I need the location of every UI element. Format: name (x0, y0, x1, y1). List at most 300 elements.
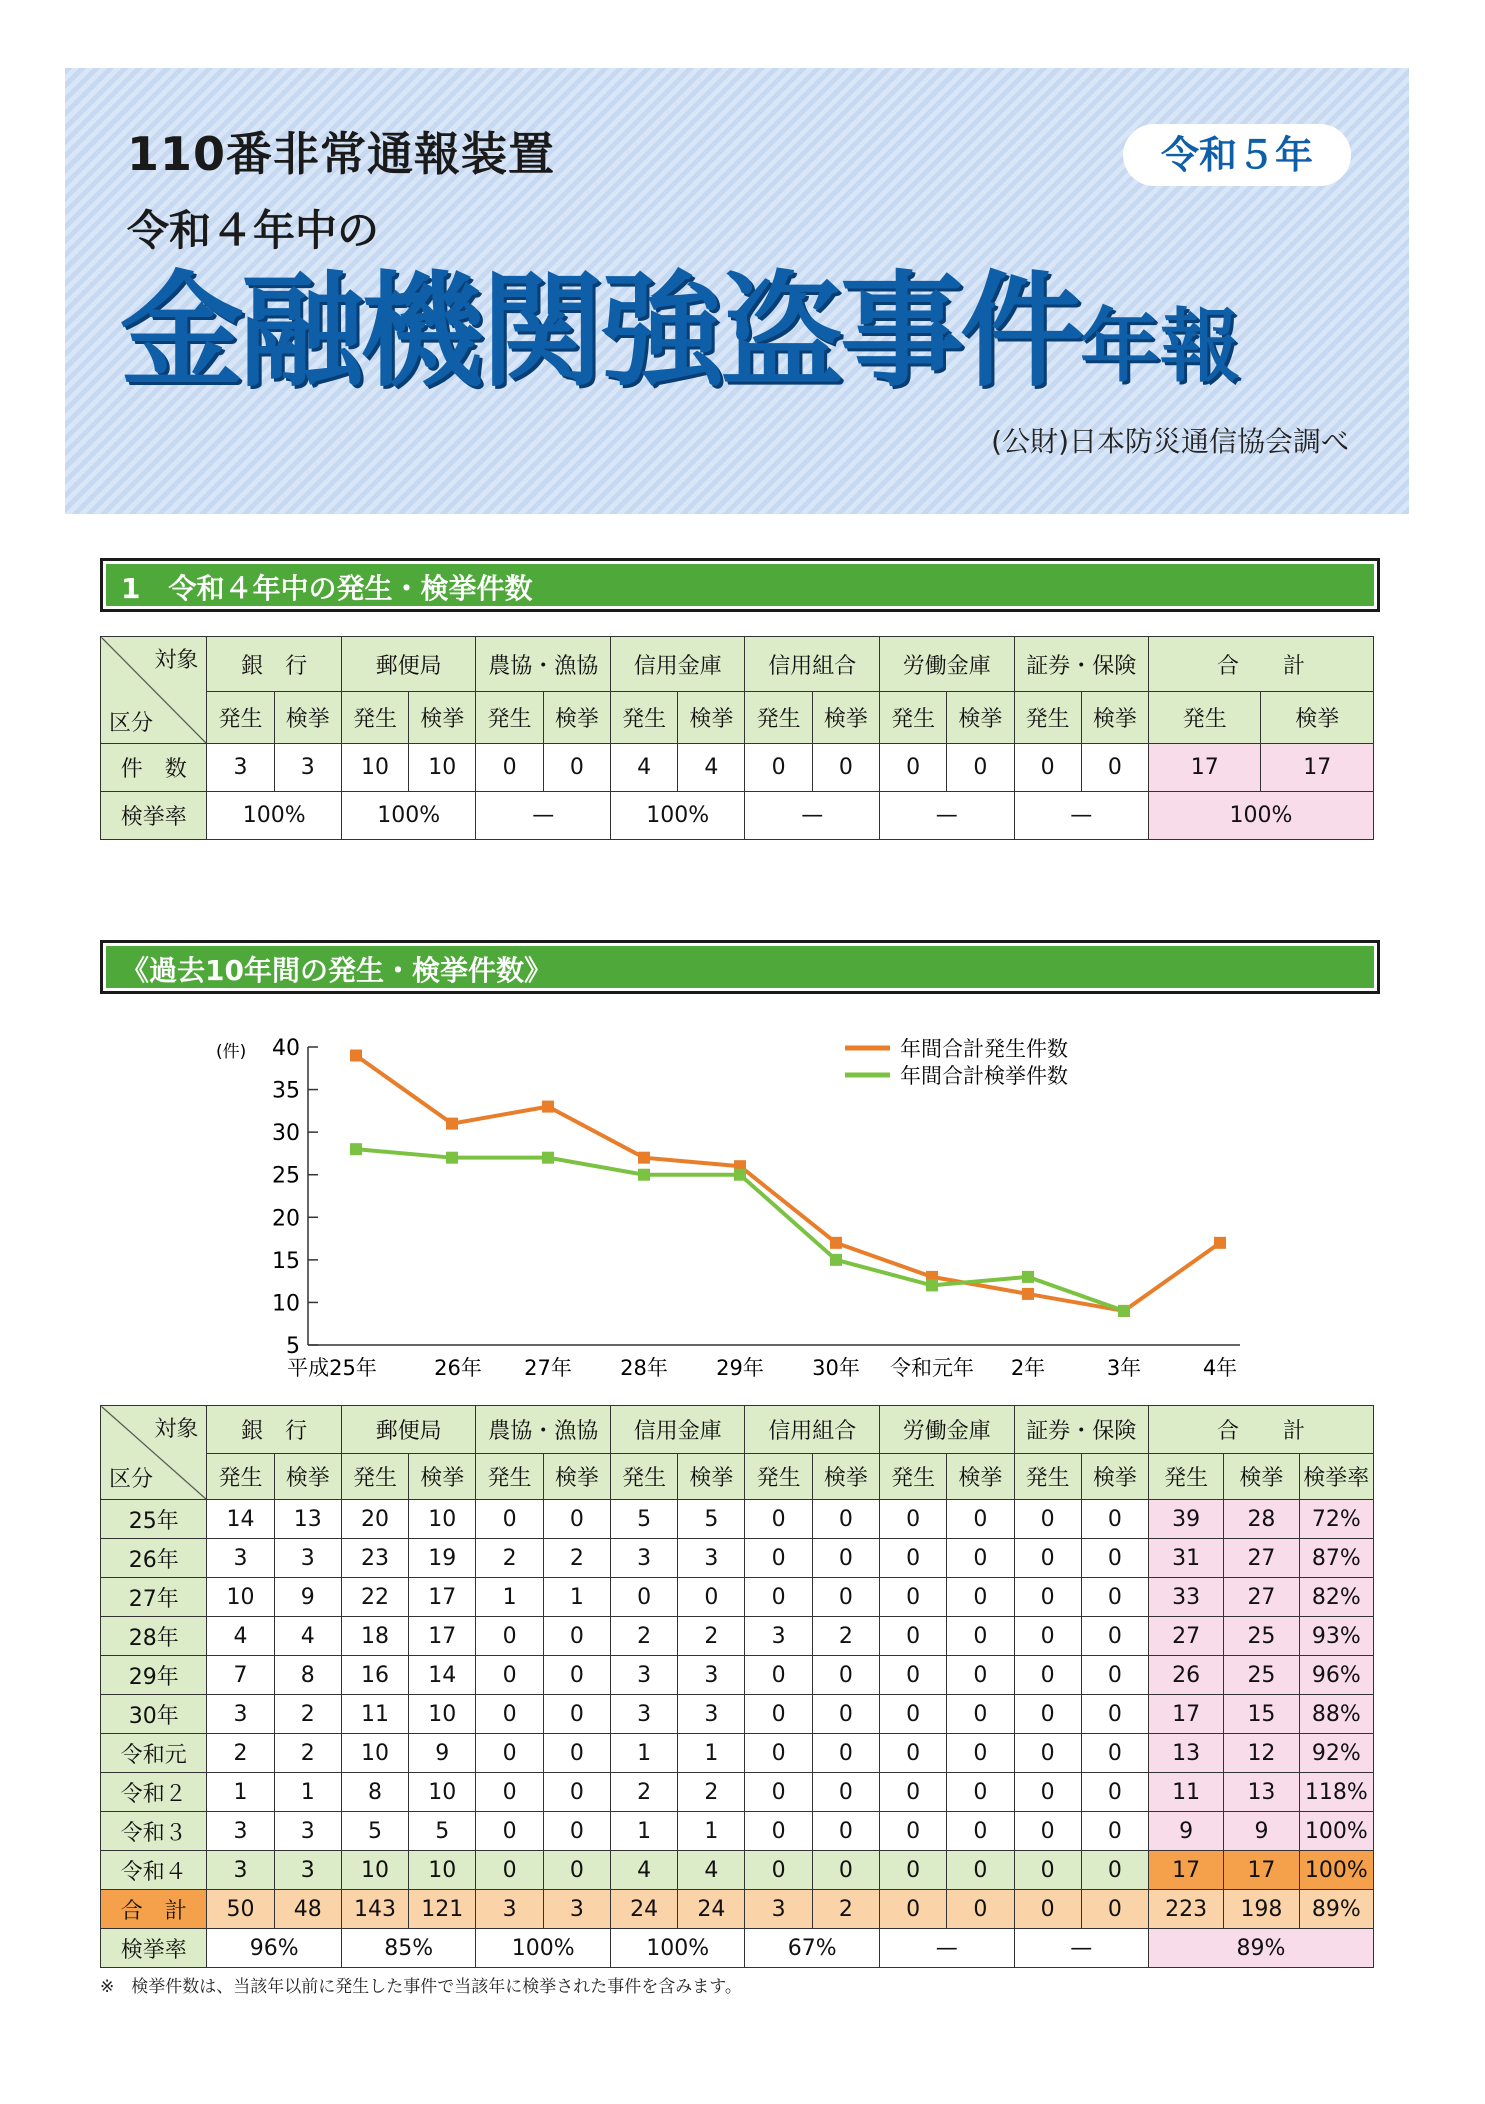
main-title-text: 金融機関強盗事件 (120, 260, 1081, 404)
group-header: 郵便局 (341, 1406, 476, 1454)
value-cell: 9 (274, 1578, 341, 1617)
value-cell: 11 (1149, 1773, 1224, 1812)
rate-cell: 100% (476, 1929, 611, 1968)
value-cell: 8 (274, 1656, 341, 1695)
value-cell: 2 (678, 1773, 745, 1812)
value-cell: 0 (879, 1695, 946, 1734)
value-cell: 19 (409, 1539, 476, 1578)
group-header: 信用組合 (745, 637, 880, 692)
data-point (638, 1152, 650, 1164)
rate-cell: — (879, 1929, 1014, 1968)
data-point (446, 1118, 458, 1130)
total-cell: 50 (207, 1890, 274, 1929)
group-header: 信用金庫 (610, 1406, 745, 1454)
value-cell: 0 (947, 1773, 1014, 1812)
count-cell: 3 (207, 744, 274, 792)
occur-header: 発生 (610, 692, 677, 744)
value-cell: 0 (1014, 1578, 1081, 1617)
data-point (350, 1143, 362, 1155)
value-cell: 17 (409, 1617, 476, 1656)
data-point (1214, 1237, 1226, 1249)
value-cell: 0 (812, 1812, 879, 1851)
value-cell: 10 (409, 1851, 476, 1890)
value-cell: 14 (409, 1656, 476, 1695)
value-cell: 17 (1224, 1851, 1299, 1890)
group-header: 銀 行 (207, 637, 342, 692)
arrest-header: 検挙 (543, 1454, 610, 1500)
value-cell: 3 (207, 1539, 274, 1578)
x-tick-label: 令和元年 (890, 1356, 974, 1380)
value-cell: 10 (341, 1734, 408, 1773)
total-label: 合 計 (101, 1890, 207, 1929)
value-cell: 17 (1149, 1851, 1224, 1890)
y-tick-label: 40 (272, 1036, 300, 1061)
value-cell: 0 (678, 1578, 745, 1617)
value-cell: 1 (274, 1773, 341, 1812)
value-cell: 0 (745, 1812, 812, 1851)
value-cell: 3 (207, 1695, 274, 1734)
value-cell: 20 (341, 1500, 408, 1539)
value-cell: 4 (274, 1617, 341, 1656)
value-cell: 0 (745, 1578, 812, 1617)
data-point (1022, 1271, 1034, 1283)
value-cell: 1 (678, 1734, 745, 1773)
ten-year-table (100, 1405, 1374, 1968)
value-cell: 0 (947, 1812, 1014, 1851)
x-tick-label: 4年 (1202, 1356, 1238, 1380)
table-row (101, 1539, 1374, 1578)
occur-header: 発生 (476, 1454, 543, 1500)
total-cell: 48 (274, 1890, 341, 1929)
value-cell: 0 (745, 1500, 812, 1539)
row-label: 検挙率 (101, 792, 207, 840)
count-cell: 0 (879, 744, 946, 792)
count-cell: 0 (543, 744, 610, 792)
total-cell: 0 (879, 1890, 946, 1929)
group-header: 証券・保険 (1014, 637, 1149, 692)
value-cell: 4 (678, 1851, 745, 1890)
x-tick-label: 平成25年 (287, 1356, 377, 1380)
group-header: 合 計 (1149, 637, 1374, 692)
value-cell: 3 (678, 1539, 745, 1578)
value-cell: 10 (409, 1500, 476, 1539)
value-cell: 1 (678, 1812, 745, 1851)
value-cell: 10 (341, 1851, 408, 1890)
value-cell: 0 (947, 1695, 1014, 1734)
value-cell: 0 (745, 1539, 812, 1578)
total-cell: 89% (1299, 1890, 1373, 1929)
value-cell: 0 (543, 1851, 610, 1890)
rate-cell: — (1014, 792, 1149, 840)
total-cell: 0 (947, 1890, 1014, 1929)
year-badge: 令和５年 (1123, 124, 1351, 186)
count-cell: 0 (476, 744, 543, 792)
value-cell: 0 (543, 1656, 610, 1695)
value-cell: 5 (678, 1500, 745, 1539)
rate-cell: — (879, 792, 1014, 840)
value-cell: 0 (812, 1773, 879, 1812)
count-cell: 0 (745, 744, 812, 792)
arrest-header: 検挙 (274, 1454, 341, 1500)
value-cell: 3 (745, 1617, 812, 1656)
value-cell: 0 (879, 1773, 946, 1812)
value-cell: 2 (610, 1617, 677, 1656)
section-1-header (100, 558, 1380, 612)
occur-header: 発生 (1149, 1454, 1224, 1500)
count-cell: 10 (409, 744, 476, 792)
value-cell: 2 (274, 1734, 341, 1773)
table-row (101, 1695, 1374, 1734)
value-cell: 0 (1081, 1734, 1148, 1773)
x-tick-label: 27年 (524, 1356, 572, 1380)
total-cell: 24 (678, 1890, 745, 1929)
group-header: 労働金庫 (879, 1406, 1014, 1454)
value-cell: 16 (341, 1656, 408, 1695)
value-cell: 5 (409, 1812, 476, 1851)
data-point (1118, 1305, 1130, 1317)
year-label: 令和２ (101, 1773, 207, 1812)
value-cell: 0 (745, 1695, 812, 1734)
data-point (350, 1050, 362, 1062)
value-cell: 0 (745, 1734, 812, 1773)
value-cell: 22 (341, 1578, 408, 1617)
value-cell: 0 (745, 1656, 812, 1695)
value-cell: 0 (745, 1773, 812, 1812)
value-cell: 0 (543, 1617, 610, 1656)
occur-header: 発生 (879, 1454, 946, 1500)
year-label: 25年 (101, 1500, 207, 1539)
value-cell: 0 (1081, 1851, 1148, 1890)
value-cell: 5 (341, 1812, 408, 1851)
value-cell: 4 (610, 1851, 677, 1890)
count-cell: 0 (1014, 744, 1081, 792)
value-cell: 0 (879, 1812, 946, 1851)
arrest-header: 検挙 (1261, 692, 1374, 744)
year-label: 26年 (101, 1539, 207, 1578)
series-line (356, 1056, 1220, 1311)
data-point (542, 1101, 554, 1113)
value-cell: 0 (543, 1734, 610, 1773)
value-cell: 31 (1149, 1539, 1224, 1578)
arrest-header: 検挙 (409, 1454, 476, 1500)
value-cell: 28 (1224, 1500, 1299, 1539)
value-cell: 0 (476, 1695, 543, 1734)
value-cell: 33 (1149, 1578, 1224, 1617)
occur-header: 発生 (476, 692, 543, 744)
rate-cell: 96% (207, 1929, 342, 1968)
value-cell: 0 (543, 1695, 610, 1734)
rate-cell: 67% (745, 1929, 880, 1968)
occur-header: 発生 (610, 1454, 677, 1500)
rate-header: 検挙率 (1299, 1454, 1373, 1500)
value-cell: 82% (1299, 1578, 1373, 1617)
arrest-header: 検挙 (409, 692, 476, 744)
occur-header: 発生 (1149, 692, 1261, 744)
value-cell: 100% (1299, 1851, 1373, 1890)
value-cell: 3 (207, 1812, 274, 1851)
x-tick-label: 2年 (1010, 1356, 1046, 1380)
group-header: 信用組合 (745, 1406, 880, 1454)
rate-cell: 100% (1149, 792, 1374, 840)
value-cell: 0 (543, 1812, 610, 1851)
value-cell: 88% (1299, 1695, 1373, 1734)
legend-label: 年間合計検挙件数 (900, 1064, 1068, 1088)
arrest-header: 検挙 (812, 1454, 879, 1500)
data-point (446, 1152, 458, 1164)
value-cell: 0 (947, 1578, 1014, 1617)
rate-cell: 100% (610, 792, 745, 840)
x-tick-label: 3年 (1106, 1356, 1142, 1380)
table-row (101, 1578, 1374, 1617)
value-cell: 9 (409, 1734, 476, 1773)
arrest-header: 検挙 (1224, 1454, 1299, 1500)
value-cell: 0 (879, 1734, 946, 1773)
value-cell: 27 (1149, 1617, 1224, 1656)
year-label: 令和３ (101, 1812, 207, 1851)
value-cell: 0 (879, 1617, 946, 1656)
total-cell: 143 (341, 1890, 408, 1929)
section-2-header (100, 940, 1380, 994)
y-tick-label: 30 (272, 1121, 300, 1147)
rate-cell: — (745, 792, 880, 840)
corner-target-label: 対象 (154, 648, 199, 673)
arrest-header: 検挙 (947, 1454, 1014, 1500)
value-cell: 9 (1149, 1812, 1224, 1851)
value-cell: 0 (947, 1539, 1014, 1578)
value-cell: 0 (1014, 1617, 1081, 1656)
value-cell: 0 (745, 1851, 812, 1890)
arrest-header: 検挙 (812, 692, 879, 744)
occur-header: 発生 (341, 1454, 408, 1500)
group-header: 農協・漁協 (476, 1406, 611, 1454)
total-cell: 0 (1014, 1890, 1081, 1929)
y-tick-label: 20 (272, 1206, 300, 1232)
value-cell: 0 (1014, 1539, 1081, 1578)
subtitle-device: 110番非常通報装置 (127, 127, 556, 181)
value-cell: 0 (543, 1773, 610, 1812)
occur-header: 発生 (745, 692, 812, 744)
trend-line-chart (200, 1030, 1260, 1380)
rate-label: 検挙率 (101, 1929, 207, 1968)
value-cell: 0 (1014, 1695, 1081, 1734)
value-cell: 0 (879, 1578, 946, 1617)
year-label: 28年 (101, 1617, 207, 1656)
value-cell: 14 (207, 1500, 274, 1539)
data-point (926, 1279, 938, 1291)
occur-header: 発生 (207, 1454, 274, 1500)
count-cell: 3 (274, 744, 341, 792)
value-cell: 2 (610, 1773, 677, 1812)
value-cell: 4 (207, 1617, 274, 1656)
table-row (101, 1812, 1374, 1851)
arrest-header: 検挙 (678, 692, 745, 744)
main-title-suffix: 年報 (1080, 300, 1241, 393)
total-cell: 24 (610, 1890, 677, 1929)
value-cell: 0 (543, 1500, 610, 1539)
arrest-header: 検挙 (947, 692, 1014, 744)
source-credit: (公財)日本防災通信協会調べ (991, 425, 1349, 458)
value-cell: 0 (1081, 1695, 1148, 1734)
occur-header: 発生 (879, 692, 946, 744)
value-cell: 11 (341, 1695, 408, 1734)
y-tick-label: 5 (286, 1334, 300, 1359)
group-header: 証券・保険 (1014, 1406, 1149, 1454)
value-cell: 87% (1299, 1539, 1373, 1578)
value-cell: 0 (812, 1734, 879, 1773)
arrest-header: 検挙 (1081, 1454, 1148, 1500)
value-cell: 0 (879, 1851, 946, 1890)
year-label: 27年 (101, 1578, 207, 1617)
value-cell: 15 (1224, 1695, 1299, 1734)
corner-category-label: 区分 (109, 1467, 154, 1492)
value-cell: 12 (1224, 1734, 1299, 1773)
value-cell: 0 (1014, 1500, 1081, 1539)
value-cell: 2 (476, 1539, 543, 1578)
value-cell: 0 (476, 1617, 543, 1656)
value-cell: 0 (947, 1656, 1014, 1695)
value-cell: 13 (1149, 1734, 1224, 1773)
rate-cell: 89% (1149, 1929, 1374, 1968)
value-cell: 0 (812, 1539, 879, 1578)
table-row (101, 1734, 1374, 1773)
value-cell: 3 (274, 1812, 341, 1851)
table-corner (101, 637, 207, 744)
value-cell: 0 (947, 1734, 1014, 1773)
value-cell: 0 (947, 1500, 1014, 1539)
row-label: 件 数 (101, 744, 207, 792)
group-header: 農協・漁協 (476, 637, 611, 692)
value-cell: 3 (274, 1851, 341, 1890)
value-cell: 10 (409, 1773, 476, 1812)
occur-header: 発生 (207, 692, 274, 744)
y-tick-label: 25 (272, 1163, 300, 1189)
rate-cell: 100% (341, 792, 476, 840)
value-cell: 5 (610, 1500, 677, 1539)
count-cell: 0 (812, 744, 879, 792)
data-point (830, 1237, 842, 1249)
value-cell: 39 (1149, 1500, 1224, 1539)
group-header: 労働金庫 (879, 637, 1014, 692)
total-cell: 3 (476, 1890, 543, 1929)
value-cell: 0 (476, 1773, 543, 1812)
table-row (101, 1656, 1374, 1695)
value-cell: 27 (1224, 1578, 1299, 1617)
table-corner (101, 1406, 207, 1500)
data-point (542, 1152, 554, 1164)
y-tick-label: 35 (272, 1078, 300, 1104)
data-point (830, 1254, 842, 1266)
group-header: 合 計 (1149, 1406, 1374, 1454)
data-point (1022, 1288, 1034, 1300)
value-cell: 92% (1299, 1734, 1373, 1773)
subtitle-year: 令和４年中の (127, 206, 380, 255)
value-cell: 2 (274, 1695, 341, 1734)
table-row (101, 1773, 1374, 1812)
count-cell: 10 (341, 744, 408, 792)
value-cell: 2 (207, 1734, 274, 1773)
occur-header: 発生 (1014, 692, 1081, 744)
value-cell: 118% (1299, 1773, 1373, 1812)
count-cell: 4 (610, 744, 677, 792)
value-cell: 0 (812, 1578, 879, 1617)
y-axis-unit: (件) (216, 1042, 247, 1062)
table-row (101, 1500, 1374, 1539)
value-cell: 3 (610, 1695, 677, 1734)
value-cell: 3 (678, 1656, 745, 1695)
y-tick-label: 15 (272, 1248, 300, 1274)
value-cell: 72% (1299, 1500, 1373, 1539)
value-cell: 0 (476, 1656, 543, 1695)
section-1-title: 1 令和４年中の発生・検挙件数 (121, 572, 533, 605)
value-cell: 23 (341, 1539, 408, 1578)
corner-target-label: 対象 (154, 1417, 199, 1442)
value-cell: 3 (678, 1695, 745, 1734)
count-cell: 0 (947, 744, 1014, 792)
total-row (101, 1890, 1374, 1929)
value-cell: 25 (1224, 1656, 1299, 1695)
rate-cell: — (476, 792, 611, 840)
x-tick-label: 29年 (716, 1356, 764, 1380)
occur-header: 発生 (341, 692, 408, 744)
value-cell: 2 (543, 1539, 610, 1578)
corner-category-label: 区分 (109, 711, 154, 736)
x-tick-label: 26年 (434, 1356, 482, 1380)
value-cell: 0 (812, 1695, 879, 1734)
occur-header: 発生 (745, 1454, 812, 1500)
value-cell: 0 (1014, 1812, 1081, 1851)
value-cell: 0 (879, 1656, 946, 1695)
value-cell: 10 (207, 1578, 274, 1617)
occur-header: 発生 (1014, 1454, 1081, 1500)
value-cell: 2 (812, 1617, 879, 1656)
value-cell: 0 (610, 1578, 677, 1617)
value-cell: 0 (1081, 1578, 1148, 1617)
value-cell: 0 (476, 1500, 543, 1539)
total-cell: 198 (1224, 1890, 1299, 1929)
total-cell: 3 (543, 1890, 610, 1929)
value-cell: 1 (610, 1812, 677, 1851)
total-cell: 3 (745, 1890, 812, 1929)
arrest-header: 検挙 (274, 692, 341, 744)
rate-cell: — (1014, 1929, 1149, 1968)
count-cell: 17 (1261, 744, 1374, 792)
count-cell: 17 (1149, 744, 1261, 792)
arrest-header: 検挙 (678, 1454, 745, 1500)
value-cell: 0 (947, 1851, 1014, 1890)
value-cell: 3 (610, 1656, 677, 1695)
total-cell: 0 (1081, 1890, 1148, 1929)
year-label: 令和元 (101, 1734, 207, 1773)
year-label: 30年 (101, 1695, 207, 1734)
value-cell: 0 (476, 1812, 543, 1851)
value-cell: 7 (207, 1656, 274, 1695)
header-banner (65, 68, 1409, 514)
value-cell: 0 (1014, 1851, 1081, 1890)
value-cell: 0 (1081, 1656, 1148, 1695)
value-cell: 3 (207, 1851, 274, 1890)
value-cell: 0 (812, 1500, 879, 1539)
rate-cell: 100% (207, 792, 342, 840)
value-cell: 0 (1014, 1734, 1081, 1773)
value-cell: 8 (341, 1773, 408, 1812)
value-cell: 27 (1224, 1539, 1299, 1578)
value-cell: 0 (476, 1851, 543, 1890)
total-cell: 2 (812, 1890, 879, 1929)
group-header: 信用金庫 (610, 637, 745, 692)
value-cell: 0 (1014, 1656, 1081, 1695)
value-cell: 2 (678, 1617, 745, 1656)
group-header: 郵便局 (341, 637, 476, 692)
